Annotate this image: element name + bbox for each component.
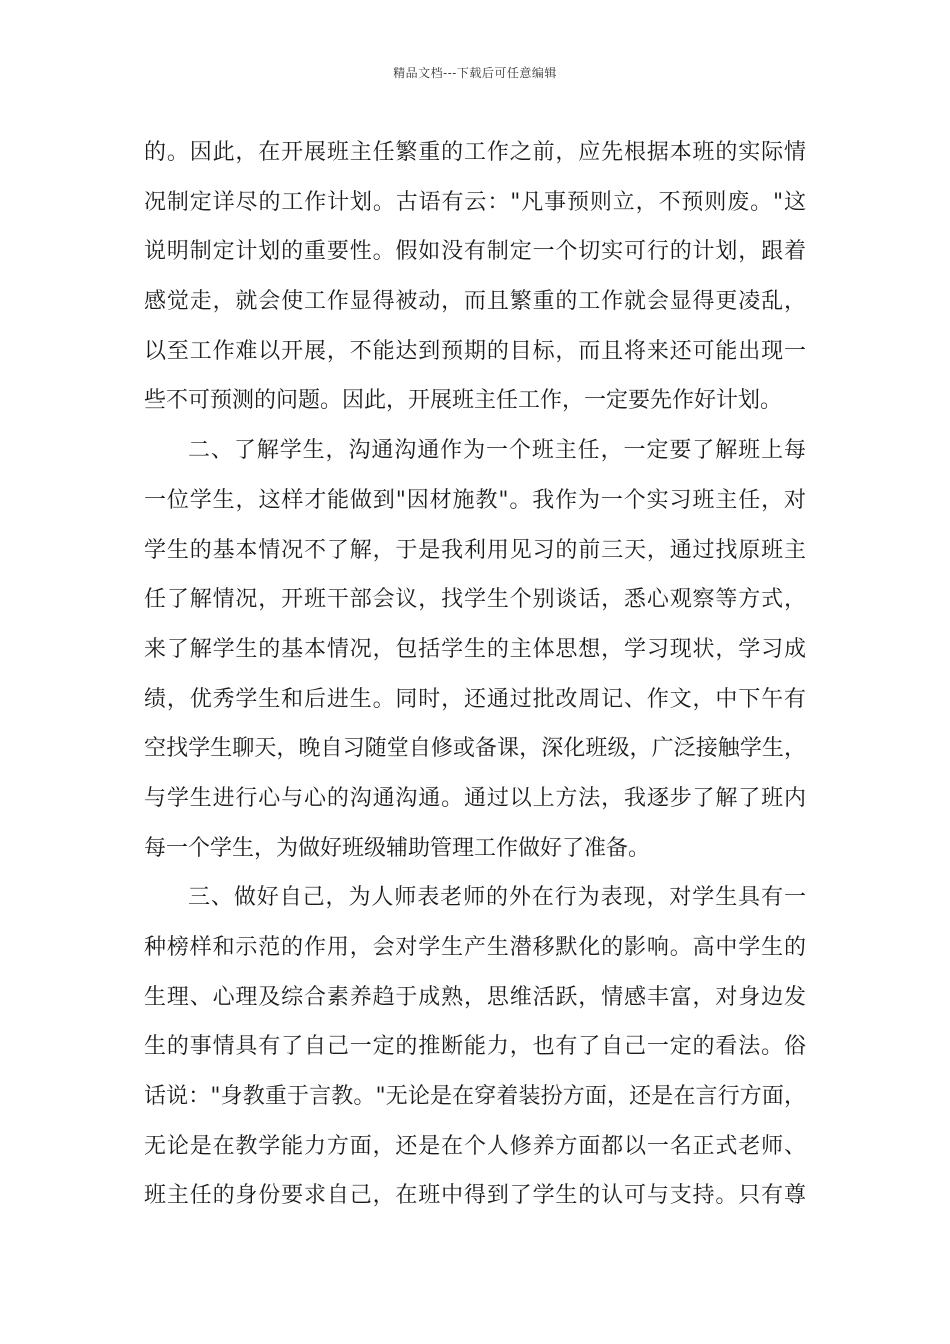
text-line: 生的事情具有了自己一定的推断能力，也有了自己一定的看法。俗 (144, 1034, 806, 1060)
text-line: 一位学生，这样才能做到"因材施教"。我作为一个实习班主任，对 (144, 487, 806, 513)
text-line: 班主任的身份要求自己，在班中得到了学生的认可与支持。只有尊 (144, 1183, 806, 1209)
text-line: 空找学生聊天，晚自习随堂自修或备课，深化班级，广泛接触学生， (144, 736, 806, 762)
text-line: 说明制定计划的重要性。假如没有制定一个切实可行的计划，跟着 (144, 239, 806, 265)
text-line: 任了解情况，开班干部会议，找学生个别谈话，悉心观察等方式， (144, 587, 806, 613)
text-line: 况制定详尽的工作计划。古语有云："凡事预则立，不预则废。"这 (144, 189, 806, 215)
text-line: 种榜样和示范的作用，会对学生产生潜移默化的影响。高中学生的 (144, 935, 806, 960)
text-line: 每一个学生，为做好班级辅助管理工作做好了准备。 (144, 835, 651, 861)
text-line: 感觉走，就会使工作显得被动，而且繁重的工作就会显得更凌乱， (144, 289, 806, 315)
text-line: 来了解学生的基本情况，包括学生的主体思想，学习现状，学习成 (144, 636, 806, 662)
text-line: 以至工作难以开展，不能达到预期的目标，而且将来还可能出现一 (144, 338, 806, 364)
text-line: 话说："身教重于言教。"无论是在穿着装扮方面，还是在言行方面， (144, 1084, 806, 1110)
text-line: 的。因此，在开展班主任繁重的工作之前，应先根据本班的实际情 (144, 140, 806, 165)
text-line: 与学生进行心与心的沟通沟通。通过以上方法，我逐步了解了班内 (144, 785, 806, 811)
text-line: 无论是在教学能力方面，还是在个人修养方面都以一名正式老师、 (144, 1133, 806, 1159)
text-line: 些不可预测的问题。因此，开展班主任工作，一定要先作好计划。 (144, 388, 783, 414)
paragraph-start-line: 二、了解学生，沟通沟通作为一个班主任，一定要了解班上每 (188, 438, 806, 464)
text-line: 生理、心理及综合素养趋于成熟，思维活跃，情感丰富，对身边发 (144, 984, 806, 1010)
page-header: 精品文档---下载后可任意编辑 (393, 66, 557, 80)
text-line: 学生的基本情况不了解，于是我利用见习的前三天，通过找原班主 (144, 537, 806, 563)
text-line: 绩，优秀学生和后进生。同时，还通过批改周记、作文，中下午有 (144, 686, 806, 712)
paragraph-start-line: 三、做好自己，为人师表老师的外在行为表现，对学生具有一 (188, 885, 806, 911)
document-body (144, 128, 806, 1221)
